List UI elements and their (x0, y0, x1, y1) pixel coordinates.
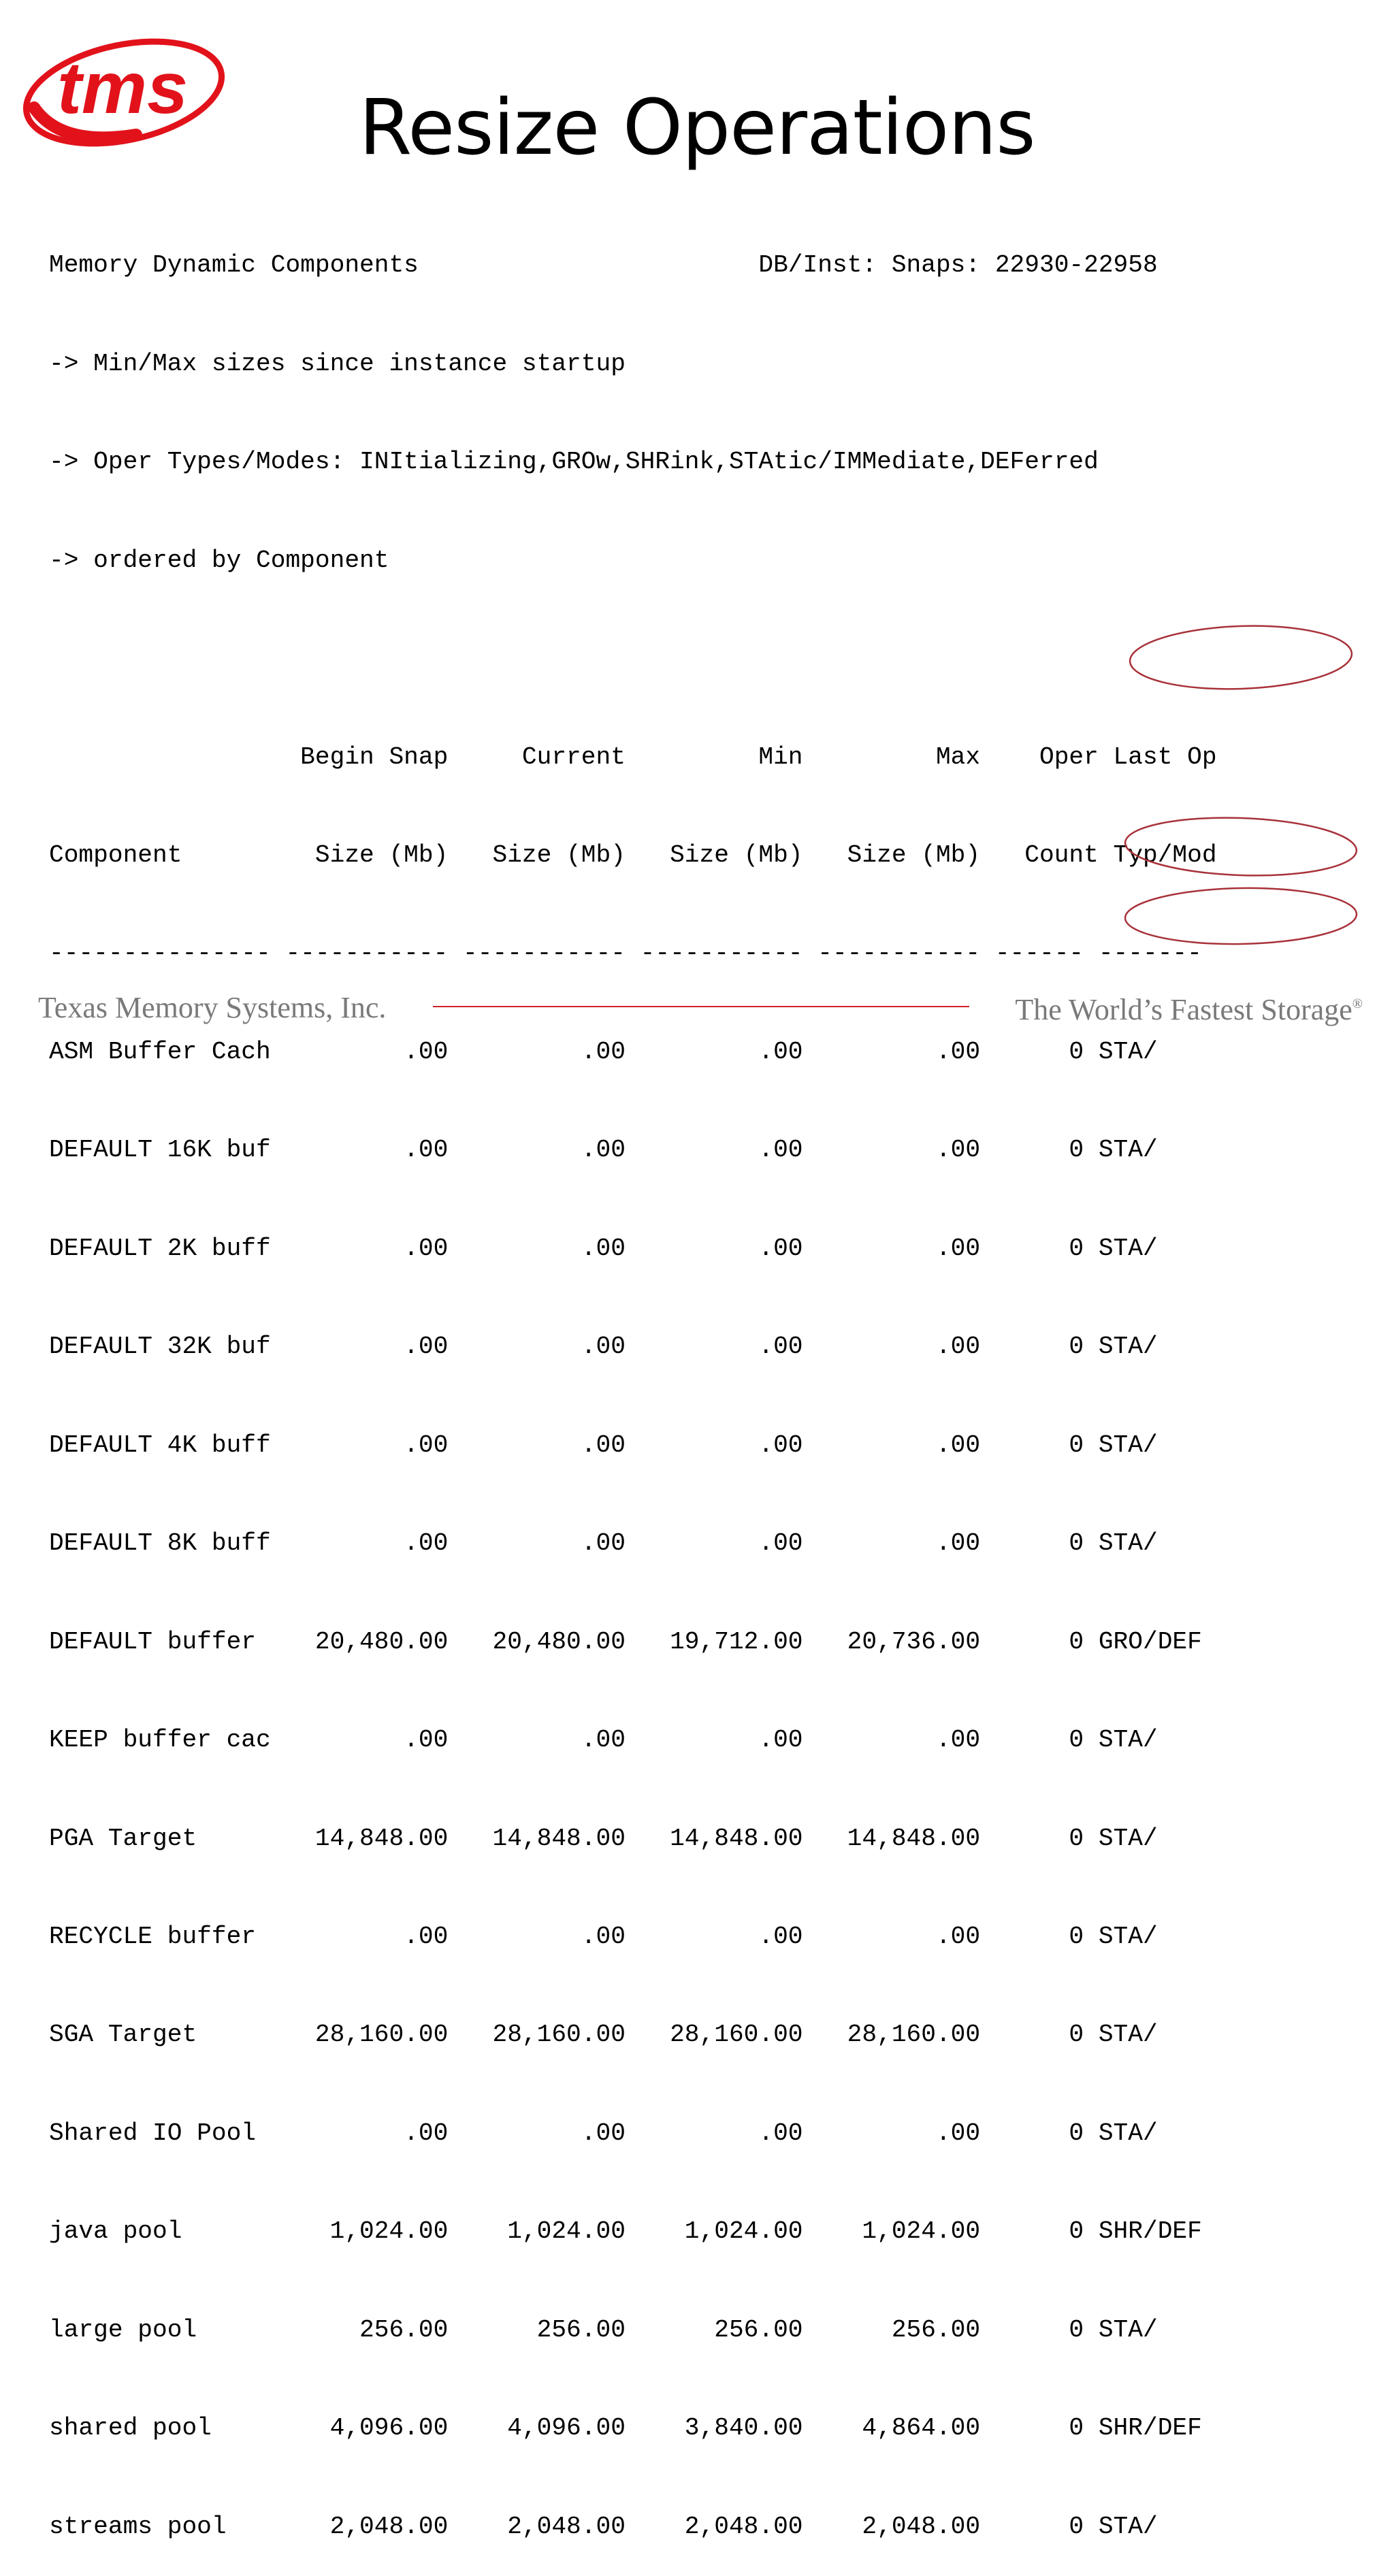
registered-mark: ® (1352, 996, 1363, 1011)
memory-dynamic-components-report (49, 184, 1217, 2576)
table-row: DEFAULT buffer 20,480.00 20,480.00 19,712.00 20,736.00 0 GRO/DEF (49, 1627, 1202, 1656)
report-header-line: -> ordered by Component (49, 546, 389, 574)
table-row: shared pool 4,096.00 4,096.00 3,840.00 4,864.00 0 SHR/DEF (49, 2414, 1202, 2443)
table-row: streams pool 2,048.00 2,048.00 2,048.00 2,048.00 0 STA/ (49, 2512, 1158, 2541)
table-row: PGA Target 14,848.00 14,848.00 14,848.00 14,848.00 0 STA/ (49, 1824, 1158, 1853)
table-row: KEEP buffer cac .00 .00 .00 .00 0 STA/ (49, 1726, 1158, 1755)
table-row: java pool 1,024.00 1,024.00 1,024.00 1,024.00 0 SHR/DEF (49, 2217, 1202, 2246)
footer-company-name: Texas Memory Systems, Inc. (38, 991, 387, 1024)
table-row: large pool 256.00 256.00 256.00 256.00 0 STA/ (49, 2315, 1158, 2344)
report-header-line: -> Min/Max sizes since instance startup (49, 349, 626, 378)
table-row: DEFAULT 16K buf .00 .00 .00 .00 0 STA/ (49, 1136, 1158, 1164)
table-row: DEFAULT 8K buff .00 .00 .00 .00 0 STA/ (49, 1529, 1158, 1558)
column-header-line: Component Size (Mb) Size (Mb) Size (Mb) Size (Mb) Count Typ/Mod (49, 841, 1217, 870)
table-row: Shared IO Pool .00 .00 .00 .00 0 STA/ (49, 2119, 1158, 2147)
table-row: SGA Target 28,160.00 28,160.00 28,160.00 28,160.00 0 STA/ (49, 2021, 1158, 2049)
table-row: RECYCLE buffer .00 .00 .00 .00 0 STA/ (49, 1923, 1158, 1951)
table-row: ASM Buffer Cach .00 .00 .00 .00 0 STA/ (49, 1037, 1158, 1066)
footer-divider (433, 1006, 969, 1007)
logo-text: tms (56, 46, 189, 129)
footer-tagline (1015, 992, 1363, 1027)
blank-line (49, 642, 1217, 675)
footer-tagline-text: The World’s Fastest Storage (1015, 993, 1352, 1026)
slide-title: Resize Operations (359, 84, 1035, 172)
report-header-line: Memory Dynamic Components DB/Inst: Snaps: 22930-22958 (49, 251, 1158, 280)
column-header-line: Begin Snap Current Min Max Oper Last Op (49, 743, 1217, 771)
column-separator-line: --------------- ----------- ----------- ----------- ----------- ------ ------- (49, 939, 1202, 968)
report-header-line: -> Oper Types/Modes: INItializing,GROw,SHRink,STAtic/IMMediate,DEFerred (49, 448, 1099, 476)
table-row: DEFAULT 4K buff .00 .00 .00 .00 0 STA/ (49, 1431, 1158, 1459)
table-row: DEFAULT 32K buf .00 .00 .00 .00 0 STA/ (49, 1333, 1158, 1361)
table-row: DEFAULT 2K buff .00 .00 .00 .00 0 STA/ (49, 1234, 1158, 1262)
